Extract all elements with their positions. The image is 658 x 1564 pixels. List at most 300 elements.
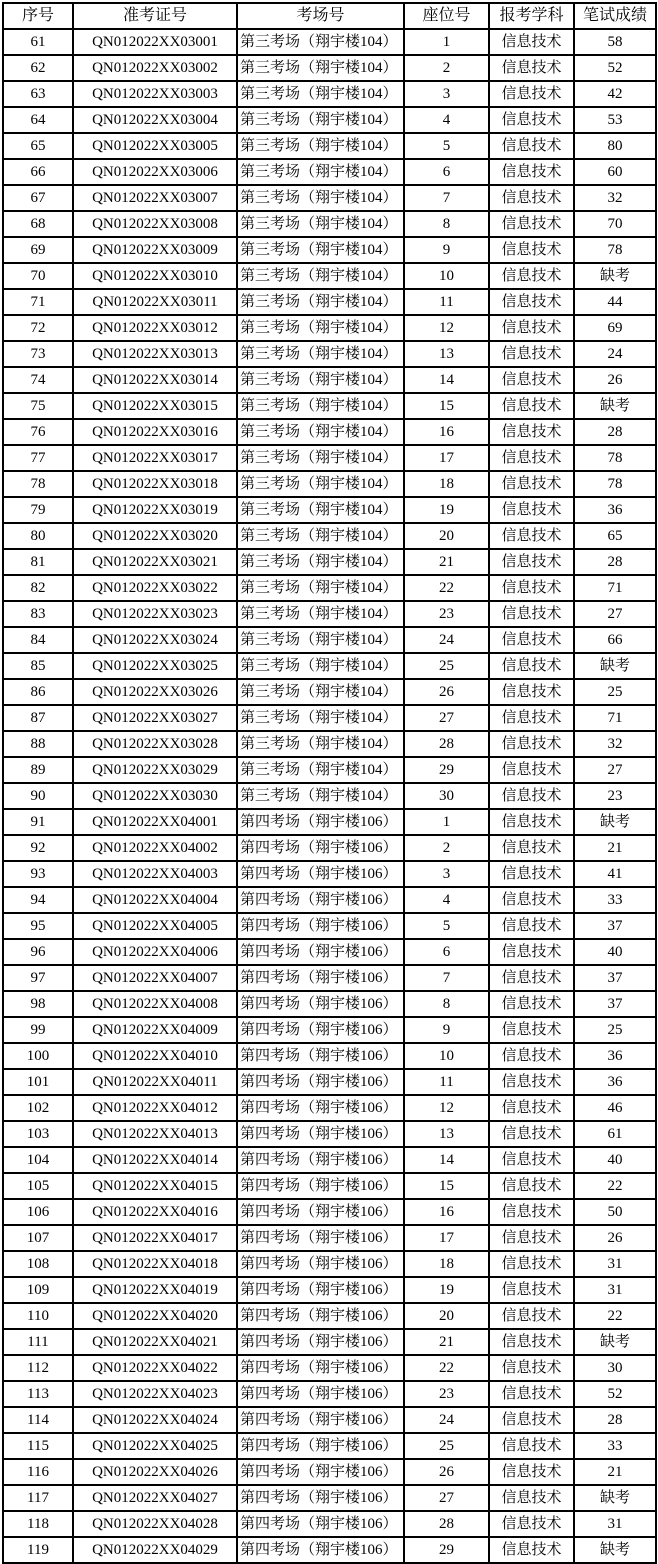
score-cell: 33 <box>574 887 656 913</box>
admission-ticket-cell: QN012022XX03023 <box>73 601 237 627</box>
score-cell: 37 <box>574 991 656 1017</box>
seat-number-cell: 12 <box>404 315 489 341</box>
admission-ticket-cell: QN012022XX04019 <box>73 1277 237 1303</box>
exam-room-cell: 第三考场（翔宇楼104） <box>237 601 404 627</box>
table-row <box>3 341 656 367</box>
admission-ticket-cell: QN012022XX04007 <box>73 965 237 991</box>
serial-number-cell: 91 <box>3 809 73 835</box>
subject-cell: 信息技术 <box>489 705 574 731</box>
table-row <box>3 367 656 393</box>
score-cell: 26 <box>574 1225 656 1251</box>
seat-number-cell: 19 <box>404 497 489 523</box>
seat-number-cell: 20 <box>404 523 489 549</box>
seat-number-cell: 10 <box>404 1043 489 1069</box>
seat-number-cell: 17 <box>404 445 489 471</box>
subject-cell: 信息技术 <box>489 575 574 601</box>
exam-room-cell: 第三考场（翔宇楼104） <box>237 393 404 419</box>
admission-ticket-cell: QN012022XX03021 <box>73 549 237 575</box>
table-row <box>3 393 656 419</box>
header-subject: 报考学科 <box>489 3 574 29</box>
admission-ticket-cell: QN012022XX03027 <box>73 705 237 731</box>
exam-room-cell: 第三考场（翔宇楼104） <box>237 289 404 315</box>
exam-room-cell: 第三考场（翔宇楼104） <box>237 367 404 393</box>
admission-ticket-cell: QN012022XX03010 <box>73 263 237 289</box>
table-row <box>3 757 656 783</box>
admission-ticket-cell: QN012022XX04026 <box>73 1459 237 1485</box>
score-cell: 30 <box>574 1355 656 1381</box>
exam-room-cell: 第三考场（翔宇楼104） <box>237 107 404 133</box>
serial-number-cell: 81 <box>3 549 73 575</box>
header-exam-room-number: 考场号 <box>237 3 404 29</box>
serial-number-cell: 110 <box>3 1303 73 1329</box>
seat-number-cell: 26 <box>404 1459 489 1485</box>
seat-number-cell: 15 <box>404 1173 489 1199</box>
serial-number-cell: 94 <box>3 887 73 913</box>
seat-number-cell: 21 <box>404 1329 489 1355</box>
exam-room-cell: 第三考场（翔宇楼104） <box>237 81 404 107</box>
serial-number-cell: 69 <box>3 237 73 263</box>
score-cell: 36 <box>574 497 656 523</box>
score-cell: 32 <box>574 731 656 757</box>
seat-number-cell: 30 <box>404 783 489 809</box>
table-row <box>3 1355 656 1381</box>
seat-number-cell: 9 <box>404 1017 489 1043</box>
score-cell: 44 <box>574 289 656 315</box>
table-row <box>3 1303 656 1329</box>
subject-cell: 信息技术 <box>489 107 574 133</box>
seat-number-cell: 17 <box>404 1225 489 1251</box>
exam-room-cell: 第四考场（翔宇楼106） <box>237 1511 404 1537</box>
seat-number-cell: 7 <box>404 965 489 991</box>
seat-number-cell: 6 <box>404 159 489 185</box>
subject-cell: 信息技术 <box>489 653 574 679</box>
admission-ticket-cell: QN012022XX03002 <box>73 55 237 81</box>
exam-room-cell: 第四考场（翔宇楼106） <box>237 1199 404 1225</box>
table-row <box>3 1459 656 1485</box>
admission-ticket-cell: QN012022XX03014 <box>73 367 237 393</box>
table-row <box>3 1407 656 1433</box>
exam-room-cell: 第四考场（翔宇楼106） <box>237 1069 404 1095</box>
seat-number-cell: 12 <box>404 1095 489 1121</box>
subject-cell: 信息技术 <box>489 81 574 107</box>
admission-ticket-cell: QN012022XX04027 <box>73 1485 237 1511</box>
table-row <box>3 835 656 861</box>
score-cell: 28 <box>574 419 656 445</box>
subject-cell: 信息技术 <box>489 1329 574 1355</box>
admission-ticket-cell: QN012022XX04004 <box>73 887 237 913</box>
exam-room-cell: 第四考场（翔宇楼106） <box>237 1043 404 1069</box>
subject-cell: 信息技术 <box>489 939 574 965</box>
exam-room-cell: 第四考场（翔宇楼106） <box>237 1251 404 1277</box>
table-row <box>3 861 656 887</box>
seat-number-cell: 27 <box>404 705 489 731</box>
serial-number-cell: 111 <box>3 1329 73 1355</box>
admission-ticket-cell: QN012022XX03019 <box>73 497 237 523</box>
admission-ticket-cell: QN012022XX04010 <box>73 1043 237 1069</box>
exam-room-cell: 第四考场（翔宇楼106） <box>237 965 404 991</box>
seat-number-cell: 14 <box>404 367 489 393</box>
score-cell: 71 <box>574 705 656 731</box>
seat-number-cell: 16 <box>404 1199 489 1225</box>
admission-ticket-cell: QN012022XX03020 <box>73 523 237 549</box>
exam-room-cell: 第三考场（翔宇楼104） <box>237 237 404 263</box>
score-cell: 31 <box>574 1251 656 1277</box>
seat-number-cell: 8 <box>404 211 489 237</box>
admission-ticket-cell: QN012022XX03025 <box>73 653 237 679</box>
subject-cell: 信息技术 <box>489 263 574 289</box>
serial-number-cell: 70 <box>3 263 73 289</box>
admission-ticket-cell: QN012022XX03030 <box>73 783 237 809</box>
seat-number-cell: 18 <box>404 1251 489 1277</box>
table-row <box>3 965 656 991</box>
serial-number-cell: 96 <box>3 939 73 965</box>
serial-number-cell: 79 <box>3 497 73 523</box>
score-cell: 缺考 <box>574 393 656 419</box>
exam-room-cell: 第三考场（翔宇楼104） <box>237 159 404 185</box>
seat-number-cell: 5 <box>404 133 489 159</box>
table-row <box>3 55 656 81</box>
seat-number-cell: 16 <box>404 419 489 445</box>
serial-number-cell: 116 <box>3 1459 73 1485</box>
seat-number-cell: 6 <box>404 939 489 965</box>
table-row <box>3 1147 656 1173</box>
score-cell: 40 <box>574 939 656 965</box>
seat-number-cell: 14 <box>404 1147 489 1173</box>
admission-ticket-cell: QN012022XX03001 <box>73 29 237 55</box>
subject-cell: 信息技术 <box>489 887 574 913</box>
exam-results-table <box>2 2 657 1564</box>
subject-cell: 信息技术 <box>489 341 574 367</box>
table-row <box>3 809 656 835</box>
serial-number-cell: 95 <box>3 913 73 939</box>
exam-room-cell: 第三考场（翔宇楼104） <box>237 29 404 55</box>
seat-number-cell: 5 <box>404 913 489 939</box>
exam-room-cell: 第三考场（翔宇楼104） <box>237 211 404 237</box>
seat-number-cell: 19 <box>404 1277 489 1303</box>
serial-number-cell: 66 <box>3 159 73 185</box>
exam-room-cell: 第四考场（翔宇楼106） <box>237 1173 404 1199</box>
score-cell: 65 <box>574 523 656 549</box>
table-row <box>3 653 656 679</box>
header-seat-number: 座位号 <box>404 3 489 29</box>
score-cell: 41 <box>574 861 656 887</box>
seat-number-cell: 26 <box>404 679 489 705</box>
subject-cell: 信息技术 <box>489 1485 574 1511</box>
seat-number-cell: 2 <box>404 835 489 861</box>
score-cell: 缺考 <box>574 1537 656 1563</box>
seat-number-cell: 29 <box>404 757 489 783</box>
admission-ticket-cell: QN012022XX04005 <box>73 913 237 939</box>
table-row <box>3 289 656 315</box>
score-cell: 37 <box>574 965 656 991</box>
table-row <box>3 523 656 549</box>
admission-ticket-cell: QN012022XX04018 <box>73 1251 237 1277</box>
subject-cell: 信息技术 <box>489 1407 574 1433</box>
admission-ticket-cell: QN012022XX04024 <box>73 1407 237 1433</box>
table-row <box>3 1381 656 1407</box>
subject-cell: 信息技术 <box>489 393 574 419</box>
admission-ticket-cell: QN012022XX04020 <box>73 1303 237 1329</box>
score-cell: 53 <box>574 107 656 133</box>
serial-number-cell: 67 <box>3 185 73 211</box>
exam-room-cell: 第三考场（翔宇楼104） <box>237 679 404 705</box>
admission-ticket-cell: QN012022XX04021 <box>73 1329 237 1355</box>
admission-ticket-cell: QN012022XX03017 <box>73 445 237 471</box>
score-cell: 缺考 <box>574 1329 656 1355</box>
table-row <box>3 991 656 1017</box>
exam-room-cell: 第四考场（翔宇楼106） <box>237 1355 404 1381</box>
table-row <box>3 107 656 133</box>
subject-cell: 信息技术 <box>489 991 574 1017</box>
serial-number-cell: 97 <box>3 965 73 991</box>
seat-number-cell: 7 <box>404 185 489 211</box>
table-row <box>3 497 656 523</box>
serial-number-cell: 117 <box>3 1485 73 1511</box>
seat-number-cell: 10 <box>404 263 489 289</box>
table-row <box>3 1043 656 1069</box>
subject-cell: 信息技术 <box>489 523 574 549</box>
table-row <box>3 549 656 575</box>
seat-number-cell: 23 <box>404 601 489 627</box>
serial-number-cell: 108 <box>3 1251 73 1277</box>
serial-number-cell: 104 <box>3 1147 73 1173</box>
score-cell: 52 <box>574 1381 656 1407</box>
exam-room-cell: 第三考场（翔宇楼104） <box>237 549 404 575</box>
subject-cell: 信息技术 <box>489 1381 574 1407</box>
admission-ticket-cell: QN012022XX03013 <box>73 341 237 367</box>
score-cell: 27 <box>574 601 656 627</box>
score-cell: 42 <box>574 81 656 107</box>
admission-ticket-cell: QN012022XX04015 <box>73 1173 237 1199</box>
exam-room-cell: 第三考场（翔宇楼104） <box>237 185 404 211</box>
seat-number-cell: 11 <box>404 289 489 315</box>
score-cell: 61 <box>574 1121 656 1147</box>
serial-number-cell: 113 <box>3 1381 73 1407</box>
table-row <box>3 601 656 627</box>
subject-cell: 信息技术 <box>489 1173 574 1199</box>
admission-ticket-cell: QN012022XX03007 <box>73 185 237 211</box>
serial-number-cell: 114 <box>3 1407 73 1433</box>
seat-number-cell: 25 <box>404 653 489 679</box>
admission-ticket-cell: QN012022XX03024 <box>73 627 237 653</box>
score-cell: 28 <box>574 1407 656 1433</box>
table-row <box>3 1173 656 1199</box>
score-cell: 26 <box>574 367 656 393</box>
table-row <box>3 1017 656 1043</box>
exam-room-cell: 第三考场（翔宇楼104） <box>237 523 404 549</box>
score-cell: 33 <box>574 1433 656 1459</box>
admission-ticket-cell: QN012022XX04014 <box>73 1147 237 1173</box>
serial-number-cell: 92 <box>3 835 73 861</box>
serial-number-cell: 103 <box>3 1121 73 1147</box>
subject-cell: 信息技术 <box>489 55 574 81</box>
seat-number-cell: 18 <box>404 471 489 497</box>
seat-number-cell: 28 <box>404 731 489 757</box>
seat-number-cell: 24 <box>404 627 489 653</box>
subject-cell: 信息技术 <box>489 1147 574 1173</box>
admission-ticket-cell: QN012022XX03012 <box>73 315 237 341</box>
table-row <box>3 159 656 185</box>
serial-number-cell: 62 <box>3 55 73 81</box>
serial-number-cell: 119 <box>3 1537 73 1563</box>
score-cell: 36 <box>574 1043 656 1069</box>
subject-cell: 信息技术 <box>489 809 574 835</box>
exam-room-cell: 第三考场（翔宇楼104） <box>237 627 404 653</box>
table-header-row <box>3 3 656 29</box>
table-row <box>3 1199 656 1225</box>
score-cell: 32 <box>574 185 656 211</box>
exam-room-cell: 第三考场（翔宇楼104） <box>237 445 404 471</box>
subject-cell: 信息技术 <box>489 1069 574 1095</box>
table-row <box>3 575 656 601</box>
subject-cell: 信息技术 <box>489 159 574 185</box>
exam-room-cell: 第三考场（翔宇楼104） <box>237 653 404 679</box>
score-cell: 36 <box>574 1069 656 1095</box>
serial-number-cell: 89 <box>3 757 73 783</box>
admission-ticket-cell: QN012022XX04009 <box>73 1017 237 1043</box>
seat-number-cell: 15 <box>404 393 489 419</box>
admission-ticket-cell: QN012022XX04017 <box>73 1225 237 1251</box>
serial-number-cell: 118 <box>3 1511 73 1537</box>
exam-room-cell: 第四考场（翔宇楼106） <box>237 1095 404 1121</box>
serial-number-cell: 100 <box>3 1043 73 1069</box>
table-row <box>3 445 656 471</box>
serial-number-cell: 112 <box>3 1355 73 1381</box>
table-row <box>3 679 656 705</box>
table-row <box>3 1225 656 1251</box>
score-cell: 40 <box>574 1147 656 1173</box>
serial-number-cell: 75 <box>3 393 73 419</box>
subject-cell: 信息技术 <box>489 549 574 575</box>
table-row <box>3 1277 656 1303</box>
exam-room-cell: 第四考场（翔宇楼106） <box>237 1407 404 1433</box>
exam-room-cell: 第四考场（翔宇楼106） <box>237 1277 404 1303</box>
subject-cell: 信息技术 <box>489 1459 574 1485</box>
score-cell: 27 <box>574 757 656 783</box>
subject-cell: 信息技术 <box>489 679 574 705</box>
serial-number-cell: 80 <box>3 523 73 549</box>
admission-ticket-cell: QN012022XX03018 <box>73 471 237 497</box>
serial-number-cell: 98 <box>3 991 73 1017</box>
subject-cell: 信息技术 <box>489 1511 574 1537</box>
score-cell: 66 <box>574 627 656 653</box>
table-row <box>3 81 656 107</box>
exam-room-cell: 第三考场（翔宇楼104） <box>237 497 404 523</box>
table-row <box>3 1251 656 1277</box>
serial-number-cell: 93 <box>3 861 73 887</box>
header-serial-number: 序号 <box>3 3 73 29</box>
table-row <box>3 1121 656 1147</box>
serial-number-cell: 99 <box>3 1017 73 1043</box>
subject-cell: 信息技术 <box>489 471 574 497</box>
exam-room-cell: 第四考场（翔宇楼106） <box>237 1225 404 1251</box>
seat-number-cell: 3 <box>404 81 489 107</box>
admission-ticket-cell: QN012022XX04003 <box>73 861 237 887</box>
seat-number-cell: 28 <box>404 1511 489 1537</box>
admission-ticket-cell: QN012022XX03008 <box>73 211 237 237</box>
exam-room-cell: 第四考场（翔宇楼106） <box>237 939 404 965</box>
admission-ticket-cell: QN012022XX03016 <box>73 419 237 445</box>
serial-number-cell: 115 <box>3 1433 73 1459</box>
score-cell: 37 <box>574 913 656 939</box>
admission-ticket-cell: QN012022XX03005 <box>73 133 237 159</box>
seat-number-cell: 25 <box>404 1433 489 1459</box>
admission-ticket-cell: QN012022XX04016 <box>73 1199 237 1225</box>
score-cell: 25 <box>574 1017 656 1043</box>
score-cell: 22 <box>574 1303 656 1329</box>
seat-number-cell: 9 <box>404 237 489 263</box>
admission-ticket-cell: QN012022XX03022 <box>73 575 237 601</box>
subject-cell: 信息技术 <box>489 133 574 159</box>
seat-number-cell: 27 <box>404 1485 489 1511</box>
exam-room-cell: 第四考场（翔宇楼106） <box>237 991 404 1017</box>
exam-room-cell: 第四考场（翔宇楼106） <box>237 1329 404 1355</box>
seat-number-cell: 2 <box>404 55 489 81</box>
seat-number-cell: 8 <box>404 991 489 1017</box>
subject-cell: 信息技术 <box>489 185 574 211</box>
exam-room-cell: 第四考场（翔宇楼106） <box>237 1381 404 1407</box>
table-row <box>3 1069 656 1095</box>
exam-room-cell: 第三考场（翔宇楼104） <box>237 705 404 731</box>
table-row <box>3 705 656 731</box>
table-row <box>3 1511 656 1537</box>
exam-room-cell: 第四考场（翔宇楼106） <box>237 1121 404 1147</box>
exam-room-cell: 第三考场（翔宇楼104） <box>237 471 404 497</box>
admission-ticket-cell: QN012022XX04028 <box>73 1511 237 1537</box>
admission-ticket-cell: QN012022XX03011 <box>73 289 237 315</box>
table-row <box>3 419 656 445</box>
score-cell: 70 <box>574 211 656 237</box>
table-row <box>3 1433 656 1459</box>
subject-cell: 信息技术 <box>489 601 574 627</box>
subject-cell: 信息技术 <box>489 1277 574 1303</box>
table-row <box>3 1329 656 1355</box>
exam-room-cell: 第四考场（翔宇楼106） <box>237 861 404 887</box>
serial-number-cell: 86 <box>3 679 73 705</box>
score-cell: 缺考 <box>574 1485 656 1511</box>
subject-cell: 信息技术 <box>489 367 574 393</box>
serial-number-cell: 82 <box>3 575 73 601</box>
score-cell: 52 <box>574 55 656 81</box>
serial-number-cell: 73 <box>3 341 73 367</box>
table-row <box>3 1537 656 1563</box>
seat-number-cell: 1 <box>404 29 489 55</box>
table-row <box>3 783 656 809</box>
exam-room-cell: 第四考场（翔宇楼106） <box>237 1303 404 1329</box>
serial-number-cell: 90 <box>3 783 73 809</box>
serial-number-cell: 78 <box>3 471 73 497</box>
exam-room-cell: 第四考场（翔宇楼106） <box>237 809 404 835</box>
score-cell: 78 <box>574 471 656 497</box>
exam-room-cell: 第三考场（翔宇楼104） <box>237 55 404 81</box>
serial-number-cell: 85 <box>3 653 73 679</box>
seat-number-cell: 23 <box>404 1381 489 1407</box>
subject-cell: 信息技术 <box>489 289 574 315</box>
exam-room-cell: 第三考场（翔宇楼104） <box>237 341 404 367</box>
score-cell: 31 <box>574 1511 656 1537</box>
header-written-score: 笔试成绩 <box>574 3 656 29</box>
serial-number-cell: 88 <box>3 731 73 757</box>
table-row <box>3 133 656 159</box>
seat-number-cell: 22 <box>404 575 489 601</box>
admission-ticket-cell: QN012022XX04023 <box>73 1381 237 1407</box>
admission-ticket-cell: QN012022XX03004 <box>73 107 237 133</box>
table-row <box>3 887 656 913</box>
serial-number-cell: 64 <box>3 107 73 133</box>
score-cell: 25 <box>574 679 656 705</box>
exam-room-cell: 第四考场（翔宇楼106） <box>237 1147 404 1173</box>
serial-number-cell: 65 <box>3 133 73 159</box>
